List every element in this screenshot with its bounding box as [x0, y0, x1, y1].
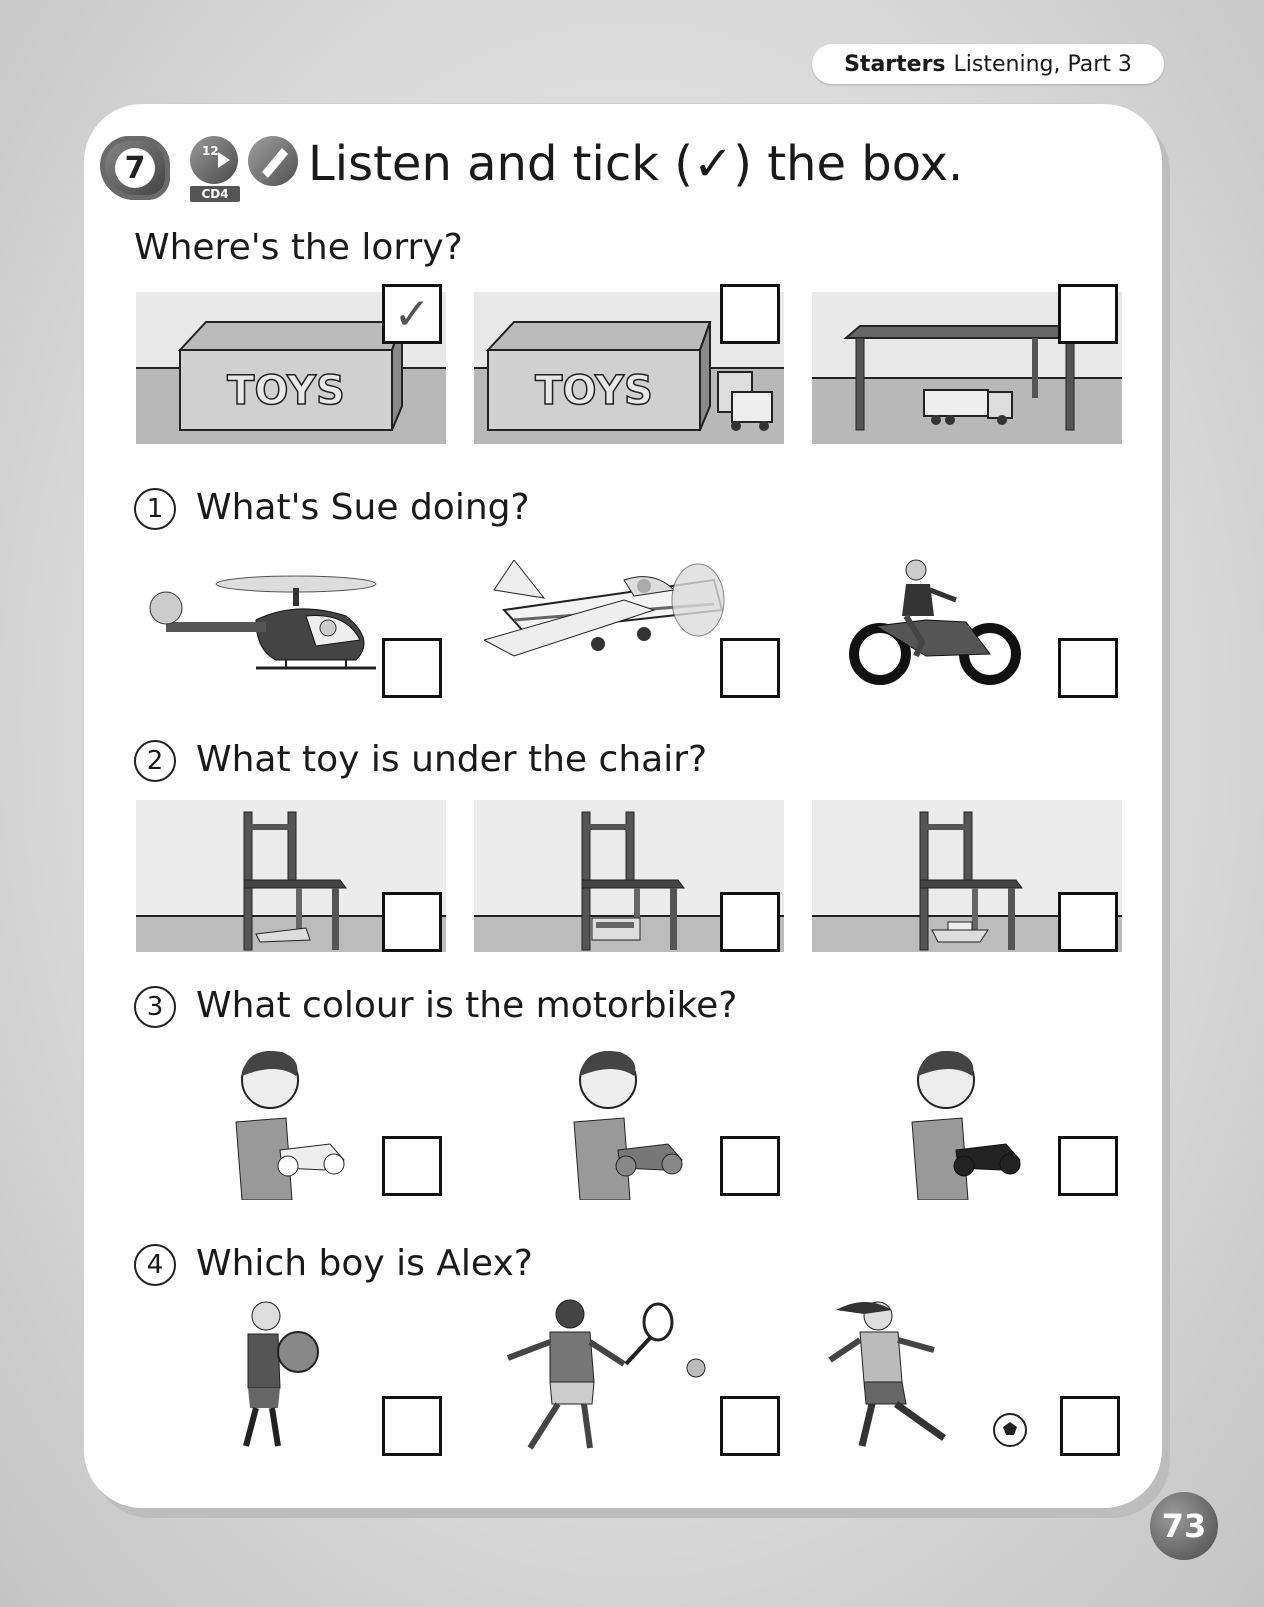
boy-with-tennis-racket-image [504, 1298, 714, 1458]
example-option-2 [474, 292, 784, 444]
question-text: What colour is the motorbike? [196, 985, 738, 1026]
example-tick-box-3[interactable] [1058, 284, 1118, 344]
q4-option-3 [826, 1298, 1136, 1458]
q2-tick-box-1[interactable] [382, 892, 442, 952]
question-1 [134, 486, 530, 530]
q2-tick-box-3[interactable] [1058, 892, 1118, 952]
motorbike-rider-image [846, 556, 1026, 686]
question-text: What toy is under the chair? [196, 739, 708, 780]
page-number: 73 [1150, 1492, 1218, 1560]
section-header [812, 44, 1164, 84]
q3-option-1 [226, 1046, 536, 1200]
question-3 [134, 984, 737, 1028]
helicopter-image [146, 560, 396, 690]
boy-with-grey-motorbike-image [564, 1046, 694, 1200]
question-number: 1 [134, 488, 176, 530]
play-icon [218, 152, 230, 168]
q2-option-1 [136, 800, 446, 952]
question-4 [134, 1242, 533, 1286]
series-label: Starters [844, 51, 946, 77]
exercise-number-badge [100, 136, 170, 200]
instruction-title: Listen and tick (✓) the box. [308, 136, 964, 192]
boy-with-football-image [826, 1298, 1036, 1458]
q1-tick-box-3[interactable] [1058, 638, 1118, 698]
audio-track-icon[interactable] [190, 136, 244, 202]
example-option-3 [812, 292, 1122, 444]
q3-tick-box-2[interactable] [720, 1136, 780, 1196]
q2-option-3 [812, 800, 1122, 952]
cd-label: CD4 [190, 186, 240, 202]
q1-tick-box-2[interactable] [720, 638, 780, 698]
question-number: 2 [134, 740, 176, 782]
boy-with-black-motorbike-image [902, 1046, 1032, 1200]
q1-option-1 [146, 560, 456, 700]
example-question: Where's the lorry? [134, 227, 463, 268]
question-number: 4 [134, 1244, 176, 1286]
q1-tick-box-1[interactable] [382, 638, 442, 698]
question-text: Which boy is Alex? [196, 1243, 533, 1284]
example-tick-box-2[interactable] [720, 284, 780, 344]
q2-option-2 [474, 800, 784, 952]
svg-text:TOYS: TOYS [535, 368, 653, 414]
q2-tick-box-2[interactable] [720, 892, 780, 952]
q3-tick-box-1[interactable] [382, 1136, 442, 1196]
exercise-number: 7 [115, 148, 155, 188]
track-number: 12 [202, 144, 219, 158]
boy-with-white-motorbike-image [226, 1046, 356, 1200]
example-tick-box-1[interactable] [382, 284, 442, 344]
q4-tick-box-3[interactable] [1060, 1396, 1120, 1456]
question-2 [134, 738, 707, 782]
question-text: What's Sue doing? [196, 487, 530, 528]
boy-with-basketball-image [226, 1298, 336, 1458]
q4-tick-box-2[interactable] [720, 1396, 780, 1456]
q1-option-3 [846, 556, 1156, 700]
section-label: Listening, Part 3 [953, 51, 1132, 77]
q4-option-1 [226, 1298, 536, 1458]
q1-option-2 [484, 560, 794, 700]
toys-label: TOYS [227, 368, 345, 414]
q4-option-2 [504, 1298, 814, 1458]
plane-image [484, 560, 744, 680]
pencil-icon [248, 136, 298, 186]
tick-mark: ✓ [393, 288, 431, 340]
question-number: 3 [134, 986, 176, 1028]
q3-tick-box-3[interactable] [1058, 1136, 1118, 1196]
example-option-1 [136, 288, 446, 444]
q4-tick-box-1[interactable] [382, 1396, 442, 1456]
q3-option-3 [902, 1046, 1212, 1200]
q3-option-2 [564, 1046, 874, 1200]
